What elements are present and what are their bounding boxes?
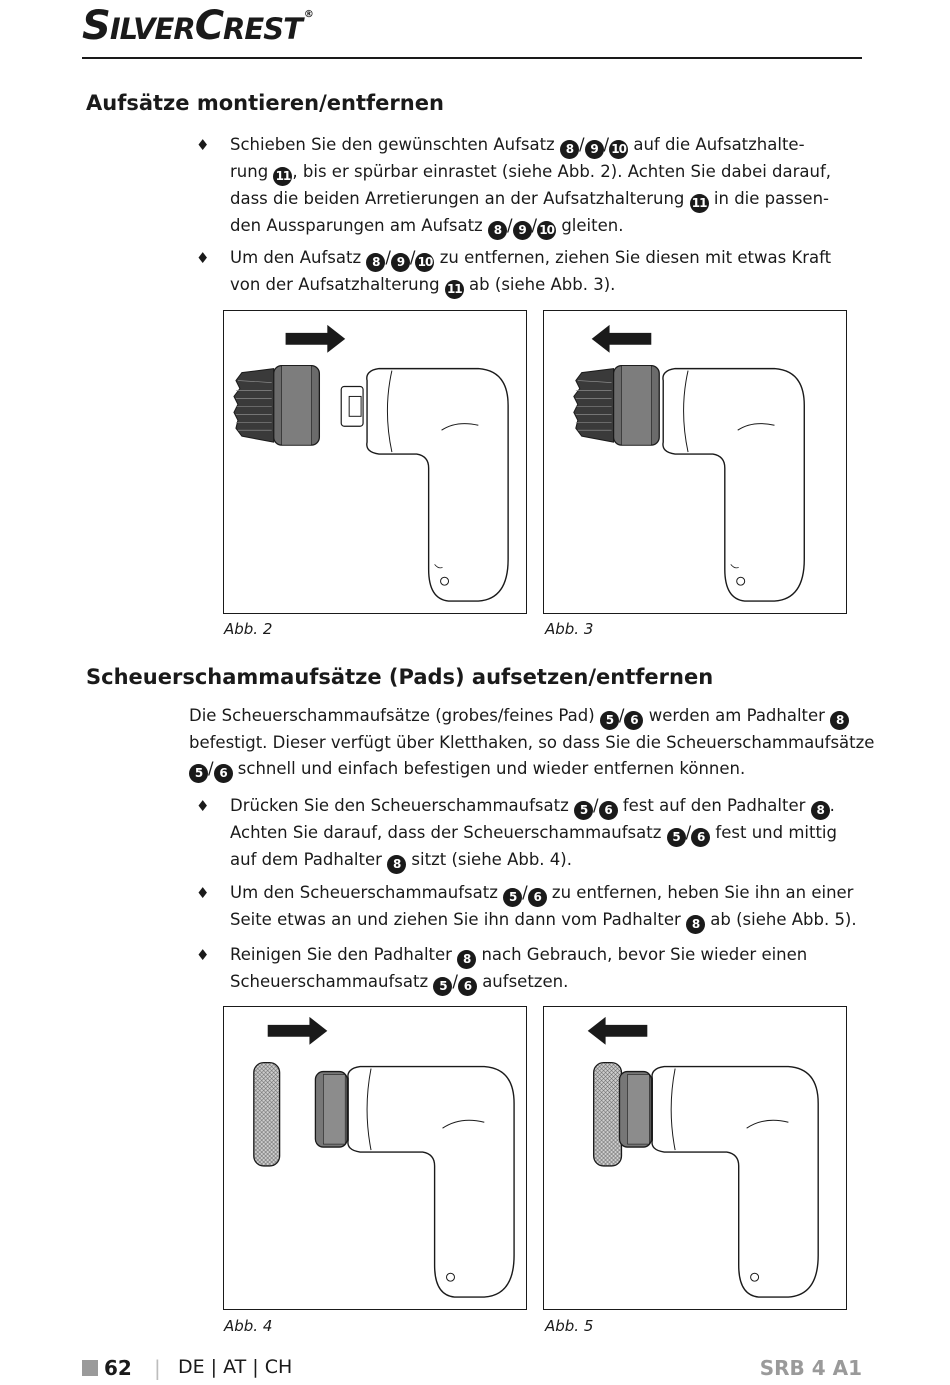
text-line <box>230 159 870 186</box>
text-segment: in die passen- <box>708 189 829 208</box>
reference-number-badge: 8 <box>387 855 406 874</box>
text-segment: auf dem Padhalter <box>230 850 388 869</box>
text-segment: ab (siehe Abb. 3). <box>463 275 616 294</box>
text-segment: / <box>506 216 513 235</box>
reference-number-badge: 11 <box>445 280 464 299</box>
section-title-pads: Scheuerschammaufsätze (Pads) aufsetzen/entfernen <box>86 665 714 689</box>
figure-caption-abb-4: Abb. 4 <box>224 1317 273 1335</box>
reference-number-badge: 5 <box>667 828 686 847</box>
bullet-marker: ♦ <box>196 946 210 964</box>
text-segment: Schieben Sie den gewünschten Aufsatz <box>230 135 560 154</box>
footer-model: SRB 4 A1 <box>759 1356 862 1380</box>
scouring-pad <box>594 1063 622 1166</box>
text-segment: Reinigen Sie den Padhalter <box>230 945 458 964</box>
figure-abb-5 <box>543 1006 847 1310</box>
figure-abb-3 <box>543 310 847 614</box>
section-title-aufsaetze: Aufsätze montieren/entfernen <box>86 91 444 115</box>
figure-caption-abb-3: Abb. 3 <box>545 620 594 638</box>
reference-number-badge: 9 <box>585 140 604 159</box>
arrow-right-icon <box>286 325 346 353</box>
text-line <box>230 847 870 874</box>
text-segment: / <box>593 796 599 815</box>
text-line <box>230 942 870 969</box>
brand-logo <box>82 3 313 49</box>
reference-number-badge: 6 <box>624 711 643 730</box>
text-line <box>230 793 870 820</box>
text-line <box>230 820 870 847</box>
illustration-pad-remove <box>544 1007 846 1309</box>
logo-letter-c: C <box>194 3 224 49</box>
bullet-text <box>230 245 870 299</box>
page-number: 62 <box>104 1356 132 1380</box>
text-segment: Die Scheuerschammaufsätze (grobes/feines Pad) <box>189 706 600 725</box>
reference-number-badge: 8 <box>366 253 385 272</box>
text-line <box>230 245 870 272</box>
bullet-marker: ♦ <box>196 884 210 902</box>
text-segment: / <box>208 759 214 778</box>
text-segment: den Aussparungen am Aufsatz <box>230 216 488 235</box>
text-segment: fest und mittig <box>710 823 837 842</box>
text-segment: fest auf den Padhalter <box>617 796 811 815</box>
bullet-marker: ♦ <box>196 136 210 154</box>
bullet-text <box>230 942 870 996</box>
text-segment: / <box>618 706 625 725</box>
footer-square-icon <box>82 1360 98 1376</box>
text-segment: / <box>522 883 528 902</box>
page-footer <box>82 1356 862 1382</box>
logo-part-ilver: ILVER <box>109 12 195 46</box>
logo-registered-mark: ® <box>303 9 313 20</box>
reference-number-badge: 10 <box>537 221 556 240</box>
text-line <box>189 730 875 756</box>
text-segment: Scheuerschammaufsatz <box>230 972 434 991</box>
text-line <box>230 213 870 240</box>
text-line <box>230 132 870 159</box>
reference-number-badge: 11 <box>690 194 709 213</box>
footer-countries: DE | AT | CH <box>178 1356 293 1378</box>
reference-number-badge: 10 <box>415 253 434 272</box>
text-segment: / <box>385 248 391 267</box>
text-line <box>189 756 869 783</box>
reference-number-badge: 8 <box>560 140 579 159</box>
reference-number-badge: 8 <box>457 950 476 969</box>
text-segment: Um den Scheuerschammaufsatz <box>230 883 504 902</box>
text-segment: werden am Padhalter <box>643 706 831 725</box>
text-segment: / <box>409 248 416 267</box>
bullet-text <box>230 793 870 874</box>
reference-number-badge: 6 <box>458 977 477 996</box>
reference-number-badge: 5 <box>503 888 522 907</box>
footer-separator: | <box>154 1356 161 1380</box>
figure-abb-4 <box>223 1006 527 1310</box>
reference-number-badge: 6 <box>691 828 710 847</box>
reference-number-badge: 5 <box>574 801 593 820</box>
reference-number-badge: 8 <box>488 221 507 240</box>
logo-letter-s: S <box>82 3 110 49</box>
text-segment: zu entfernen, heben Sie ihn an einer <box>546 883 854 902</box>
scouring-pad <box>254 1063 280 1166</box>
bullet-marker: ♦ <box>196 249 210 267</box>
reference-number-badge: 9 <box>513 221 532 240</box>
text-line <box>230 186 870 213</box>
arrow-right-icon <box>268 1017 328 1045</box>
text-segment: Drücken Sie den Scheuerschammaufsatz <box>230 796 575 815</box>
text-segment: , bis er spürbar einrastet (siehe Abb. 2). Achten Sie dabei darauf, <box>292 162 832 181</box>
logo-part-rest: REST <box>223 12 302 46</box>
reference-number-badge: 8 <box>811 801 830 820</box>
arrow-left-icon <box>592 325 652 353</box>
text-segment: Achten Sie darauf, dass der Scheuerschammaufsatz <box>230 823 667 842</box>
reference-number-badge: 6 <box>214 764 233 783</box>
reference-number-badge: 6 <box>528 888 547 907</box>
text-segment: Um den Aufsatz <box>230 248 367 267</box>
bullet-marker: ♦ <box>196 797 210 815</box>
text-segment: / <box>531 216 538 235</box>
pads-intro-paragraph <box>189 703 875 783</box>
text-segment: rung <box>230 162 274 181</box>
reference-number-badge: 10 <box>609 140 628 159</box>
reference-number-badge: 11 <box>273 167 292 186</box>
figure-caption-abb-2: Abb. 2 <box>224 620 273 638</box>
text-segment: / <box>452 972 458 991</box>
reference-number-badge: 5 <box>600 711 619 730</box>
text-line <box>230 880 870 907</box>
text-segment: sitzt (siehe Abb. 4). <box>406 850 572 869</box>
text-segment: zu entfernen, ziehen Sie diesen mit etwas Kraft <box>434 248 832 267</box>
text-segment: von der Aufsatzhalterung <box>230 275 445 294</box>
text-segment: . <box>829 796 835 815</box>
figure-abb-2 <box>223 310 527 614</box>
text-segment: ab (siehe Abb. 5). <box>705 910 857 929</box>
reference-number-badge: 9 <box>391 253 410 272</box>
text-segment: nach Gebrauch, bevor Sie wieder einen <box>476 945 808 964</box>
figure-caption-abb-5: Abb. 5 <box>545 1317 594 1335</box>
text-line <box>230 272 870 299</box>
text-segment: / <box>603 135 610 154</box>
illustration-brush-remove <box>544 311 846 613</box>
text-segment: gleiten. <box>556 216 624 235</box>
bullet-text <box>230 132 870 240</box>
text-segment: Seite etwas an und ziehen Sie ihn dann vom Padhalter <box>230 910 687 929</box>
text-line <box>230 969 870 996</box>
bullet-text <box>230 880 870 934</box>
reference-number-badge: 5 <box>189 764 208 783</box>
text-segment: dass die beiden Arretierungen an der Aufsatzhalterung <box>230 189 690 208</box>
reference-number-badge: 8 <box>830 711 849 730</box>
text-segment: schnell und einfach befestigen und wieder entfernen können. <box>232 759 746 778</box>
text-segment: befestigt. Dieser verfügt über Kletthaken, so dass Sie die Scheuerschammaufsätze <box>189 733 875 752</box>
arrow-left-icon <box>588 1017 648 1045</box>
text-segment: auf die Aufsatzhalte- <box>628 135 805 154</box>
text-segment: / <box>578 135 585 154</box>
text-line <box>230 907 870 934</box>
reference-number-badge: 6 <box>599 801 618 820</box>
header-rule <box>82 57 862 59</box>
text-segment: aufsetzen. <box>476 972 569 991</box>
illustration-brush-attach <box>224 311 526 613</box>
reference-number-badge: 8 <box>686 915 705 934</box>
text-line <box>189 703 869 730</box>
reference-number-badge: 5 <box>433 977 452 996</box>
text-segment: / <box>685 823 692 842</box>
illustration-pad-attach <box>224 1007 526 1309</box>
